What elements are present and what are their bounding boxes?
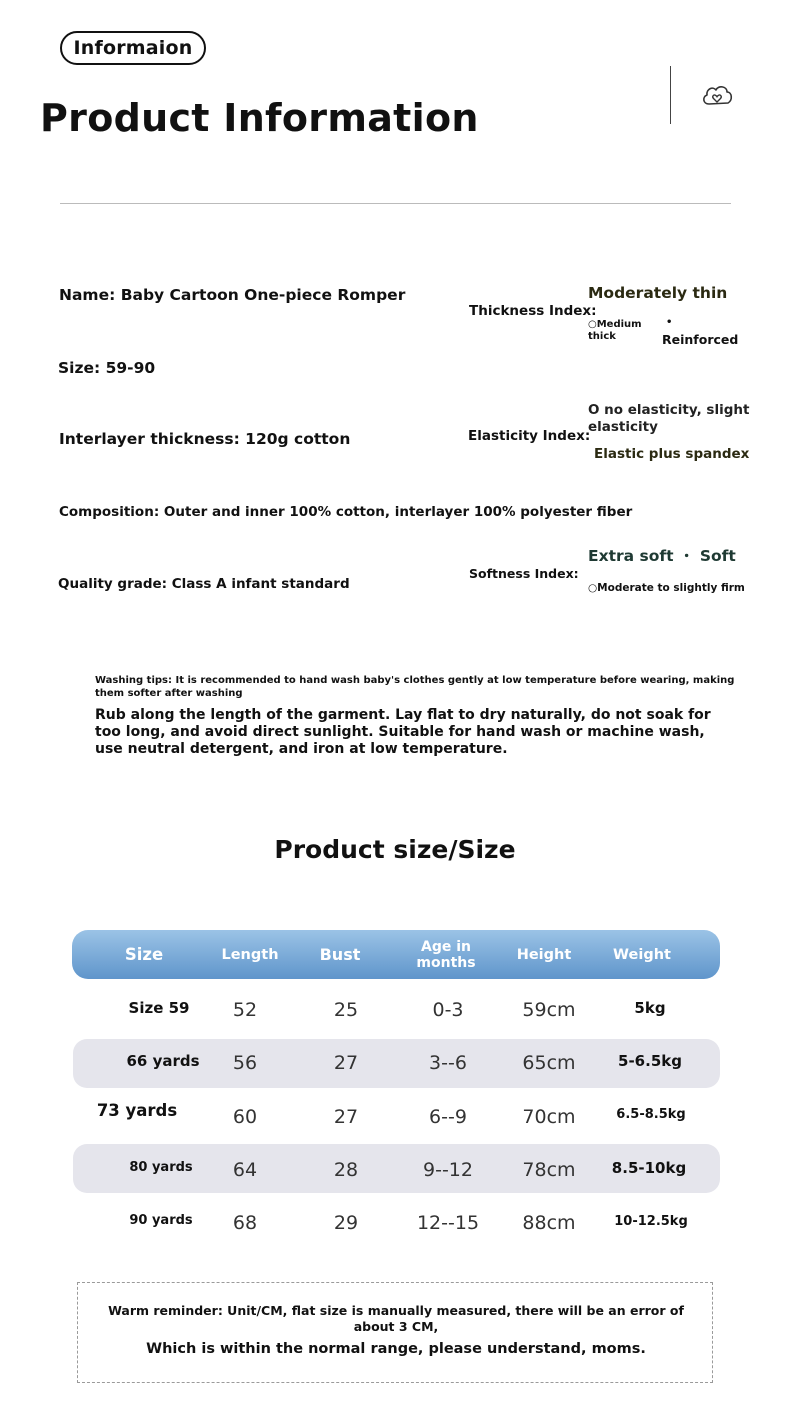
warm-reminder-line1: Warm reminder: Unit/CM, flat size is manually measured, there will be an error of about 3 CM,: [108, 1303, 684, 1334]
thickness-bullet: •: [666, 317, 673, 328]
size-table-header: [72, 930, 720, 979]
row-height: 88cm: [522, 1212, 576, 1234]
row-age: 3--6: [429, 1052, 467, 1074]
row-height: 78cm: [522, 1159, 576, 1181]
thickness-option-medium-line1: ○Medium: [588, 319, 642, 330]
row-weight: 5-6.5kg: [618, 1052, 682, 1070]
row-bust: 25: [333, 999, 359, 1021]
softness-selected: Extra soft ・ Soft: [588, 547, 736, 565]
row-length: 64: [232, 1159, 258, 1181]
row-age: 9--12: [423, 1159, 473, 1181]
row-weight: 10-12.5kg: [614, 1214, 688, 1229]
thickness-option-medium-line2: thick: [588, 331, 616, 342]
composition: Composition: Outer and inner 100% cotton, interlayer 100% polyester fiber: [59, 504, 633, 520]
header-weight: Weight: [613, 946, 671, 963]
interlayer-thickness: Interlayer thickness: 120g cotton: [59, 430, 351, 448]
washing-instructions: Rub along the length of the garment. Lay flat to dry naturally, do not soak for too long, and avoid direct sunlight. Suitable for hand wash or machine wash, use neutral detergent, and iron at low temperature.: [95, 707, 711, 757]
header-size: Size: [124, 944, 164, 964]
row-bust: 27: [333, 1052, 359, 1074]
row-bust: 27: [333, 1106, 359, 1128]
row-height: 59cm: [522, 999, 576, 1021]
warm-reminder-box: [77, 1282, 713, 1383]
row-bust: 29: [333, 1212, 359, 1234]
thickness-option-medium: [588, 319, 642, 343]
header-bust: Bust: [319, 944, 361, 964]
page-title: Product Information: [40, 96, 479, 140]
header-height: Height: [516, 946, 572, 963]
warm-reminder-line2: Which is within the normal range, please understand, moms.: [146, 1341, 646, 1357]
section-badge: Informaion: [60, 31, 206, 65]
row-length: 60: [232, 1106, 258, 1128]
elasticity-option-none: [588, 402, 749, 436]
product-size: Size: 59-90: [58, 359, 156, 377]
cloud-heart-icon: [700, 80, 734, 110]
header-age-line1: Age in: [421, 938, 471, 955]
size-section-title: Product size/Size: [274, 835, 516, 864]
thickness-selected: Moderately thin: [588, 284, 728, 302]
row-length: 68: [232, 1212, 258, 1234]
row-height: 65cm: [522, 1052, 576, 1074]
row-age: 0-3: [432, 999, 464, 1021]
row-weight: 8.5-10kg: [611, 1159, 687, 1177]
row-height: 70cm: [522, 1106, 576, 1128]
row-length: 56: [232, 1052, 258, 1074]
header-length: Length: [221, 946, 279, 963]
header-divider: [60, 203, 731, 204]
elasticity-index-label: Elasticity Index:: [468, 428, 591, 444]
row-length: 52: [232, 999, 258, 1021]
row-size: 90 yards: [129, 1213, 193, 1228]
elasticity-option-line1: O no elasticity, slight: [588, 402, 750, 418]
row-age: 6--9: [429, 1106, 467, 1128]
row-size: 80 yards: [129, 1160, 193, 1175]
vertical-divider: [670, 66, 671, 124]
product-name: Name: Baby Cartoon One-piece Romper: [59, 286, 406, 304]
row-size: Size 59: [128, 999, 190, 1017]
row-size: 73 yards: [96, 1101, 178, 1120]
thickness-option-reinforced: Reinforced: [662, 332, 739, 347]
row-size: 66 yards: [126, 1052, 200, 1070]
row-weight: 5kg: [634, 999, 666, 1017]
elasticity-selected: Elastic plus spandex: [594, 446, 750, 462]
elasticity-option-line2: elasticity: [588, 419, 658, 435]
thickness-index-label: Thickness Index:: [469, 303, 597, 319]
header-age-line2: months: [416, 954, 476, 971]
softness-option-moderate: ○Moderate to slightly firm: [588, 582, 745, 594]
softness-index-label: Softness Index:: [469, 566, 579, 581]
washing-tip: Washing tips: It is recommended to hand wash baby's clothes gently at low temperature before wearing, making them softer after washing: [95, 675, 735, 699]
row-weight: 6.5-8.5kg: [616, 1107, 686, 1122]
row-bust: 28: [333, 1159, 359, 1181]
header-age: [390, 930, 502, 979]
quality-grade: Quality grade: Class A infant standard: [58, 576, 350, 592]
row-age: 12--15: [416, 1212, 480, 1234]
